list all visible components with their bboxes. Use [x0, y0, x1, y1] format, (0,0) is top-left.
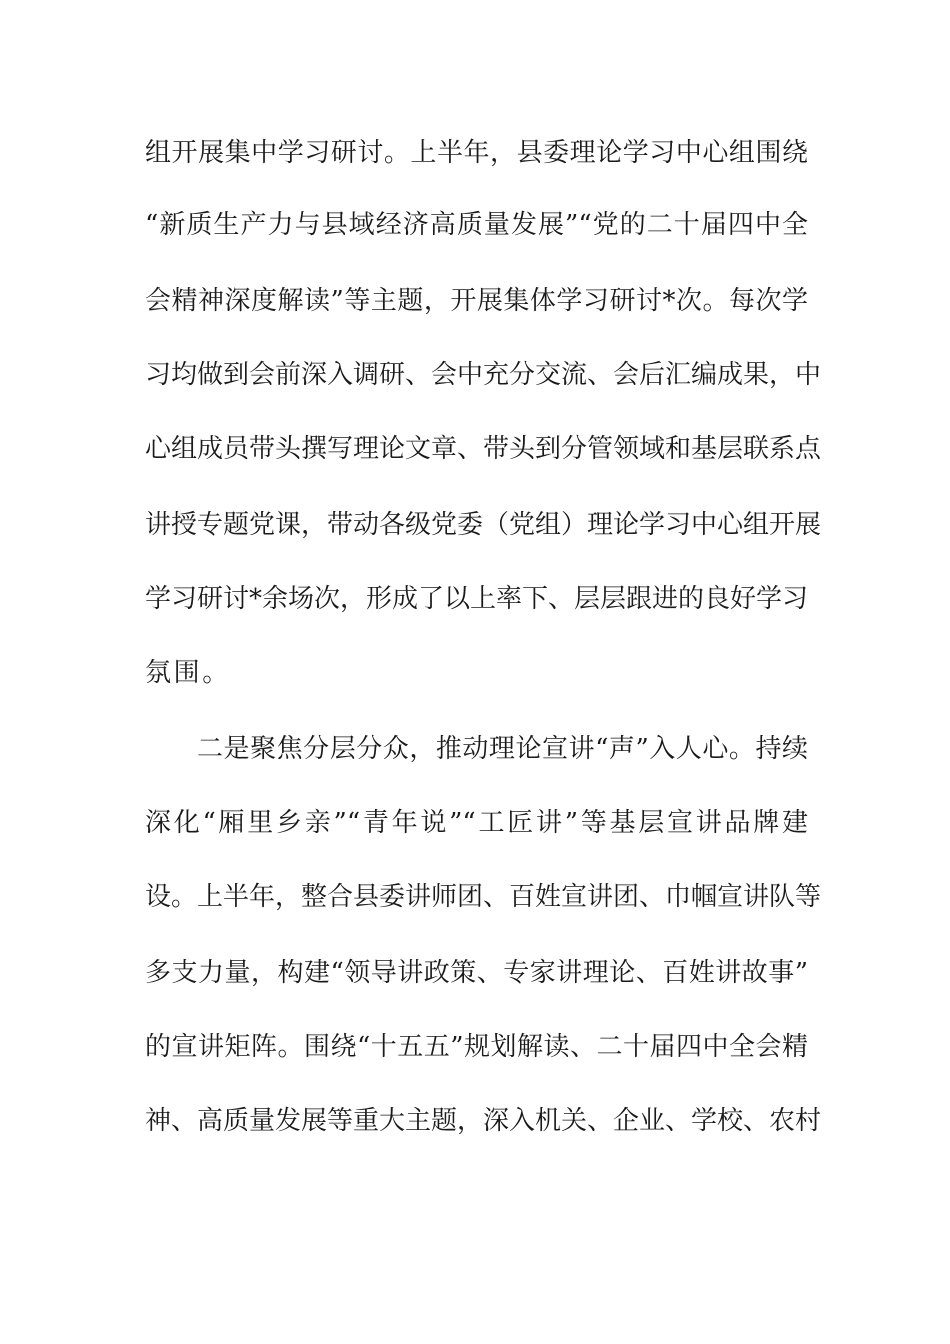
text-line: 多支力量，构建“领导讲政策、专家讲理论、百姓讲故事”	[145, 958, 808, 988]
text-line: 深化“厢里乡亲”“青年说”“工匠讲”等基层宣讲品牌建	[145, 808, 808, 838]
text-line: 组开展集中学习研讨。上半年，县委理论学习中心组围绕	[145, 138, 808, 168]
text-line: 心组成员带头撰写理论文章、带头到分管领域和基层联系点	[145, 434, 822, 464]
text-line: 的宣讲矩阵。围绕“十五五”规划解读、二十届四中全会精	[145, 1032, 808, 1062]
text-line: 讲授专题党课，带动各级党委（党组）理论学习中心组开展	[145, 510, 822, 540]
text-line: 会精神深度解读”等主题，开展集体学习研讨*次。每次学	[145, 286, 808, 316]
text-line: “新质生产力与县域经济高质量发展”“党的二十届四中全	[145, 210, 808, 240]
text-line: 设。上半年，整合县委讲师团、百姓宣讲团、巾帼宣讲队等	[145, 882, 822, 912]
text-line: 氛围。	[145, 658, 231, 688]
text-line: 神、高质量发展等重大主题，深入机关、企业、学校、农村	[145, 1106, 822, 1136]
text-line: 学习研讨*余场次，形成了以上率下、层层跟进的良好学习	[145, 584, 809, 614]
paragraph-start-line: 二是聚焦分层分众，推动理论宣讲“声”入人心。持续	[197, 734, 808, 764]
text-line: 习均做到会前深入调研、会中充分交流、会后汇编成果，中	[145, 360, 822, 390]
